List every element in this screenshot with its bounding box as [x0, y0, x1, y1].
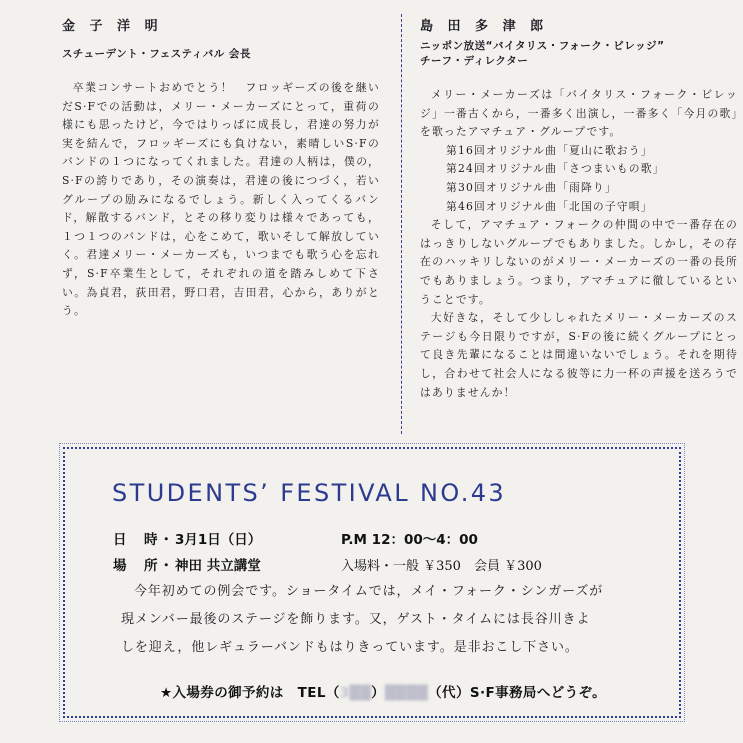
phone-area-redacted: 3██: [339, 685, 372, 701]
author-name: 島 田 多 津 郎: [420, 19, 549, 34]
date-value: 3月1日（日）: [175, 532, 262, 548]
reservation-info: ★入場券の御予約は TEL（3██）████（代）S·F事務局へどうぞ。: [160, 685, 607, 701]
author-role-line1: ニッポン放送“バイタリス・フォーク・ビレッジ”: [420, 40, 665, 52]
phone-number-redacted: ████: [385, 685, 429, 701]
date-line: [113, 528, 261, 548]
announcement-line-1: 今年初めての例会です。ショータイムでは，メイ・フォーク・シンガーズが: [134, 584, 604, 599]
festival-title: STUDENTS’ FESTIVAL NO.43: [112, 479, 507, 507]
place-label: 場 所・: [113, 558, 175, 574]
date-label: 日 時・: [113, 532, 175, 548]
place-line: [113, 554, 261, 574]
reservation-prefix: ★入場券の御予約は TEL（: [160, 685, 340, 701]
author-role-line2: チーフ・ディレクター: [420, 55, 529, 67]
song-item: 第16回オリジナル曲「夏山に歌おう」: [446, 143, 653, 157]
kaneko-message: [62, 18, 380, 321]
message-body: [420, 86, 738, 402]
price-info: 入場料・一般 ￥350 会員 ￥300: [341, 559, 542, 574]
message-paragraph-3: 大好きな，そして少ししゃれたメリー・メーカーズのステージも今日限りですが，S·Fの後に続くグループにとって良き先輩になることは間違いないでしょう。それを期待し，合わせて社会人になる彼等に力一杯の声援を送ろうではありませんか！: [420, 311, 738, 399]
reservation-suffix: （代）S·F事務局へどうぞ。: [428, 685, 607, 701]
author-role: スチューデント・フェスティバル 会長: [62, 48, 251, 60]
song-item: 第24回オリジナル曲「さつまいもの歌」: [446, 162, 665, 176]
message-paragraph-1: メリー・メーカーズは「バイタリス・フォーク・ビレッジ」一番古くから，一番多く出演し，一番多く「今月の歌」を歌ったアマチュア・グループです。: [420, 88, 738, 139]
author-name: 金 子 洋 明: [62, 19, 163, 34]
message-paragraph-2: そして，アマチュア・フォークの仲間の中で一番存在のはっきりしないグループでもありました。しかし，その存在のハッキリしないのがメリー・メーカーズの一番の長所でもありましょう。つまり，アマチュアに徹しているということです。: [420, 218, 738, 306]
song-item: 第30回オリジナル曲「雨降り」: [446, 180, 617, 194]
shimada-message: [420, 18, 738, 402]
message-paragraph: 卒業コンサートおめでとう！ フロッギーズの後を継いだS·Fでの活動は，メリー・メーカーズにとって，重荷の様にも思ったけど，今ではりっぱに成長し，君達の努力が実を結んで，フロッギーズにも負けない，素晴しいS·Fのバンドの１つになってくれました。君達の人柄は，僕の，S·Fの誇りであり，その演奏は，君達の後につづく，若いグループの励みになるでしょう。新しく入ってくるバンド，解散するバンド，とその移り変りは様々であっても，１つ１つのバンドは，心をこめて，歌いそして解放していく。君達メリー・メーカーズも，いつまでも歌う心を忘れず，S·F卒業生として，それぞれの道を踏みしめて下さい。為貞君，荻田君，野口君，吉田君，心から，ありがとう。: [62, 81, 380, 318]
column-divider: [401, 14, 402, 434]
song-item: 第46回オリジナル曲「北国の子守唄」: [446, 199, 653, 213]
song-list: [420, 142, 738, 216]
place-value: 神田 共立講堂: [175, 558, 261, 574]
time-value: P.M 12：00〜4：00: [341, 532, 478, 548]
event-announcement: [63, 447, 681, 718]
announcement-line-3: しを迎え，他レギュラーバンドもはりきっています。是非おこし下さい。: [121, 640, 579, 655]
message-body: [62, 79, 380, 321]
announcement-text: [121, 578, 661, 662]
announcement-line-2: 現メンバー最後のステージを飾ります。又，ゲスト・タイムには長谷川きよ: [121, 612, 591, 627]
